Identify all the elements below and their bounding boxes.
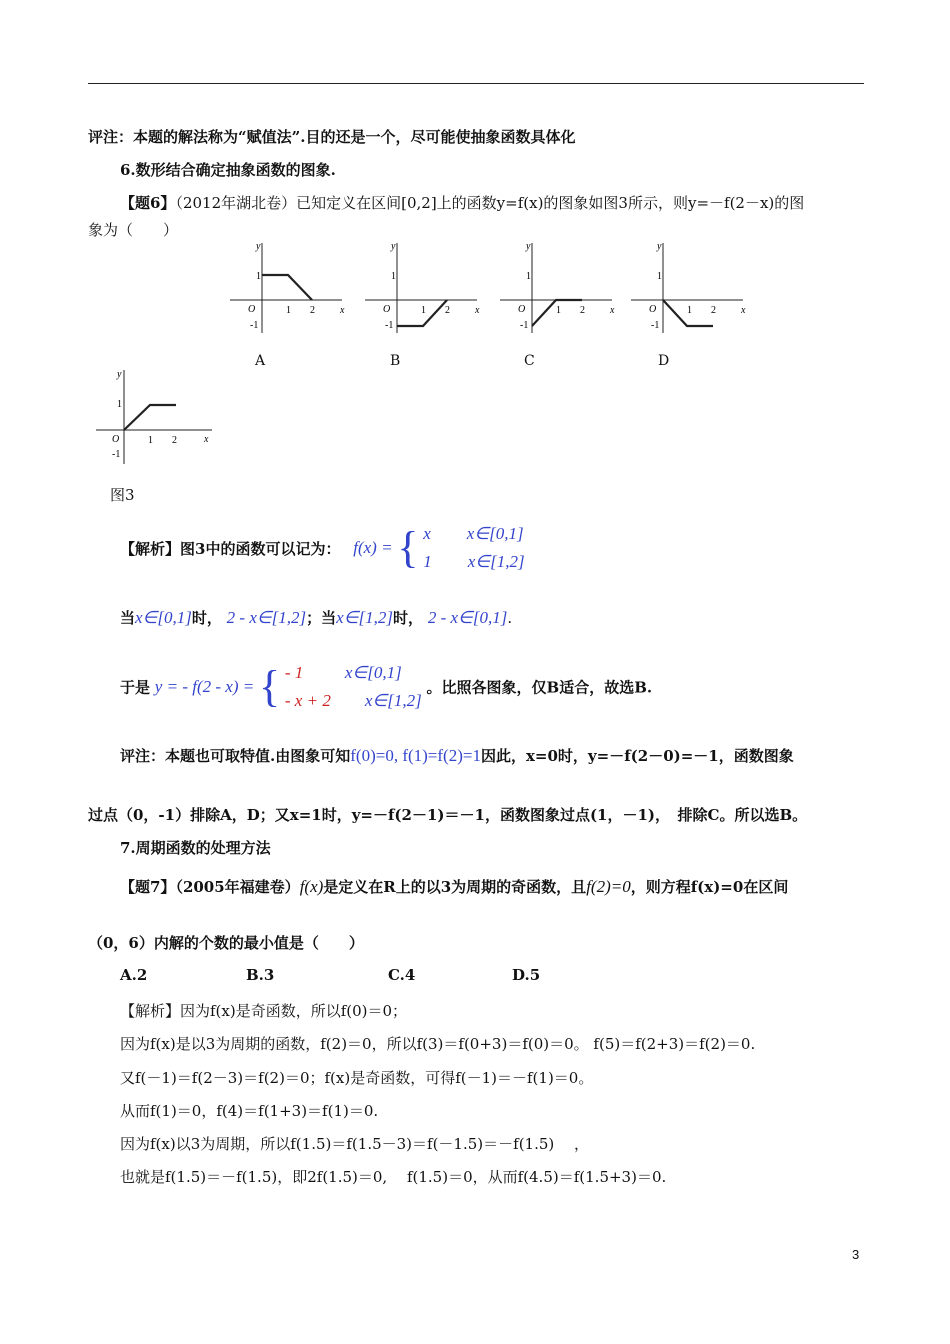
origin-label: O xyxy=(383,304,391,315)
fx-math: f(x) xyxy=(299,877,324,896)
option-label-d: D xyxy=(658,353,670,369)
figure-3-graph xyxy=(88,364,218,478)
x-axis-label: x xyxy=(340,305,345,316)
tick-x2: 2 xyxy=(310,305,315,316)
solution-7-line: 因为f(x)以3为周期，所以f(1.5)＝f(1.5－3)＝f(－1.5)＝－f(1.5) ， xyxy=(120,1135,590,1153)
tick-1: 1 xyxy=(391,271,396,282)
option-graph-d xyxy=(623,238,748,342)
tick-1: 1 xyxy=(256,271,261,282)
option-label-a: A xyxy=(255,353,266,369)
tick-x2: 2 xyxy=(445,305,450,316)
tick-x1: 1 xyxy=(687,305,692,316)
tick-neg1: -1 xyxy=(112,449,121,460)
comment-text1: 本题也可取特值.由图象可知 xyxy=(165,747,351,765)
when2-domain: x∈[1,2] xyxy=(336,608,394,627)
choice-b: B.3 xyxy=(246,966,275,984)
question-text: （2012年湖北卷）已知定义在区间[0,2]上的函数y=f(x)的图象如图3所示，则y=－f(2－x)的图 xyxy=(175,194,805,212)
tick-x1: 1 xyxy=(148,435,153,446)
tick-x2: 2 xyxy=(580,305,585,316)
solution-6-when-line xyxy=(120,607,512,628)
question-7-line1 xyxy=(120,876,788,897)
y-axis-label: y xyxy=(117,369,122,380)
when1-domain: x∈[0,1] xyxy=(135,608,192,627)
origin-label: O xyxy=(518,304,526,315)
question-7-line2: （0，6）内解的个数的最小值是（ ） xyxy=(88,934,364,952)
y-case1-expr: - 1 xyxy=(284,663,304,682)
comment-math: f(0)=0, f(1)=f(2)=1 xyxy=(350,746,481,765)
choice-d: D.5 xyxy=(512,966,541,984)
option-graph-b xyxy=(357,238,482,342)
option-label-c: C xyxy=(524,353,535,369)
figure-caption: 图3 xyxy=(110,486,135,504)
period: . xyxy=(507,609,513,627)
tick-x2: 2 xyxy=(172,435,177,446)
solution-7-line: 从而f(1)＝0，f(4)＝f(1+3)＝f(1)＝0. xyxy=(120,1102,379,1120)
y-axis-label: y xyxy=(391,241,396,252)
y-axis-label: y xyxy=(526,241,531,252)
origin-label: O xyxy=(649,304,657,315)
case1-domain: x∈[0,1] xyxy=(466,524,524,543)
y-axis-label: y xyxy=(657,241,662,252)
option-graph-c xyxy=(492,238,617,342)
f2-math: f(2)=0 xyxy=(586,877,631,896)
left-brace: { xyxy=(397,523,419,572)
question-text2: ，则方程f(x)=0在区间 xyxy=(630,878,789,896)
comment-text2: 因此，x=0时，y=－f(2－0)=－1，函数图象 xyxy=(480,747,794,765)
tick-neg1: -1 xyxy=(385,320,394,331)
semicolon-when: ；当 xyxy=(306,609,337,627)
graph-c-svg xyxy=(492,238,617,338)
y-lhs: y = - f(2 - x) = xyxy=(154,677,255,696)
tick-x2: 2 xyxy=(711,305,716,316)
question-6-line2: 象为（ ） xyxy=(88,221,179,239)
when2-mid: 时， xyxy=(393,609,424,627)
when-text: 当 xyxy=(120,609,136,627)
comment-2-line1 xyxy=(120,745,794,766)
question-tag: 【题7】 xyxy=(120,878,176,896)
comment-label: 评注： xyxy=(120,747,166,765)
figure-3-svg xyxy=(88,364,218,474)
tick-1: 1 xyxy=(657,271,662,282)
option-graph-a xyxy=(222,238,347,342)
tick-neg1: -1 xyxy=(651,320,660,331)
solution-7-line: 也就是f(1.5)＝－f(1.5)，即2f(1.5)＝0, f(1.5)＝0，从而f(4.5)＝f(1.5+3)＝0. xyxy=(120,1168,667,1186)
y-cases xyxy=(285,659,422,715)
solution-6-y-piecewise xyxy=(120,659,652,715)
when1-mid: 时， xyxy=(191,609,222,627)
x-axis-label: x xyxy=(475,305,480,316)
conclusion-text: 。比照各图象，仅B适合，故选B. xyxy=(426,678,653,697)
when1-result: 2 - x∈[1,2] xyxy=(226,608,307,627)
graph-b-svg xyxy=(357,238,482,338)
tick-x1: 1 xyxy=(421,305,426,316)
choice-c: C.4 xyxy=(388,966,416,984)
solution-7-line: 【解析】因为f(x)是奇函数，所以f(0)＝0； xyxy=(120,1002,408,1020)
tick-1: 1 xyxy=(117,399,122,410)
case1-expr: x xyxy=(423,524,431,543)
solution-tag: 【解析】 xyxy=(120,539,181,558)
graph-d-svg xyxy=(623,238,748,338)
solution-intro: 图3中的函数可以记为： xyxy=(180,539,341,558)
x-axis-label: x xyxy=(610,305,615,316)
question-tag: 【题6】 xyxy=(120,194,176,212)
f-cases xyxy=(423,520,524,576)
f-lhs: f(x) = xyxy=(353,538,393,557)
y-case2-domain: x∈[1,2] xyxy=(364,691,422,710)
question-text1: 是定义在R上的以3为周期的奇函数，且 xyxy=(323,878,587,896)
comment-text: 本题的解法称为“赋值法”.目的还是一个，尽可能使抽象函数具体化 xyxy=(133,128,576,146)
solution-7-line: 又f(－1)＝f(2－3)＝f(2)＝0；f(x)是奇函数，可得f(－1)＝－f(1)＝0。 xyxy=(120,1069,594,1087)
solution-7-line: 因为f(x)是以3为周期的函数，f(2)＝0，所以f(3)＝f(0+3)＝f(0)＝0。 f(5)＝f(2+3)＝f(2)＝0. xyxy=(120,1035,756,1053)
choice-a: A.2 xyxy=(120,966,148,984)
tick-x1: 1 xyxy=(556,305,561,316)
when2-result: 2 - x∈[0,1] xyxy=(427,608,508,627)
tick-neg1: -1 xyxy=(520,320,529,331)
tick-x1: 1 xyxy=(286,305,291,316)
tick-neg1: -1 xyxy=(250,320,259,331)
origin-label: O xyxy=(248,304,256,315)
comment-2-line2: 过点（0，-1）排除A，D；又x=1时，y=－f(2－1)＝－1，函数图象过点(1，－1)， 排除C。所以选B。 xyxy=(88,806,808,824)
y-case2-expr: - x + 2 xyxy=(284,691,331,710)
comment-1 xyxy=(88,126,576,147)
origin-label: O xyxy=(112,434,120,445)
option-label-b: B xyxy=(390,353,401,369)
comment-label: 评注： xyxy=(88,128,134,146)
case2-domain: x∈[1,2] xyxy=(467,552,525,571)
page-number: 3 xyxy=(852,1247,860,1262)
section-6-heading: 6.数形结合确定抽象函数的图象. xyxy=(120,161,336,179)
x-axis-label: x xyxy=(741,305,746,316)
header-rule xyxy=(88,83,864,84)
so-text: 于是 xyxy=(120,678,151,697)
question-source: （2005年福建卷） xyxy=(175,878,300,896)
graph-a-svg xyxy=(222,238,347,338)
section-7-heading: 7.周期函数的处理方法 xyxy=(120,839,271,857)
question-6-line1 xyxy=(120,192,804,213)
y-axis-label: y xyxy=(256,241,261,252)
solution-6-piecewise xyxy=(120,520,525,576)
x-axis-label: x xyxy=(204,434,209,445)
case2-expr: 1 xyxy=(423,552,432,571)
left-brace: { xyxy=(258,662,281,711)
y-case1-domain: x∈[0,1] xyxy=(344,663,402,682)
tick-1: 1 xyxy=(526,271,531,282)
